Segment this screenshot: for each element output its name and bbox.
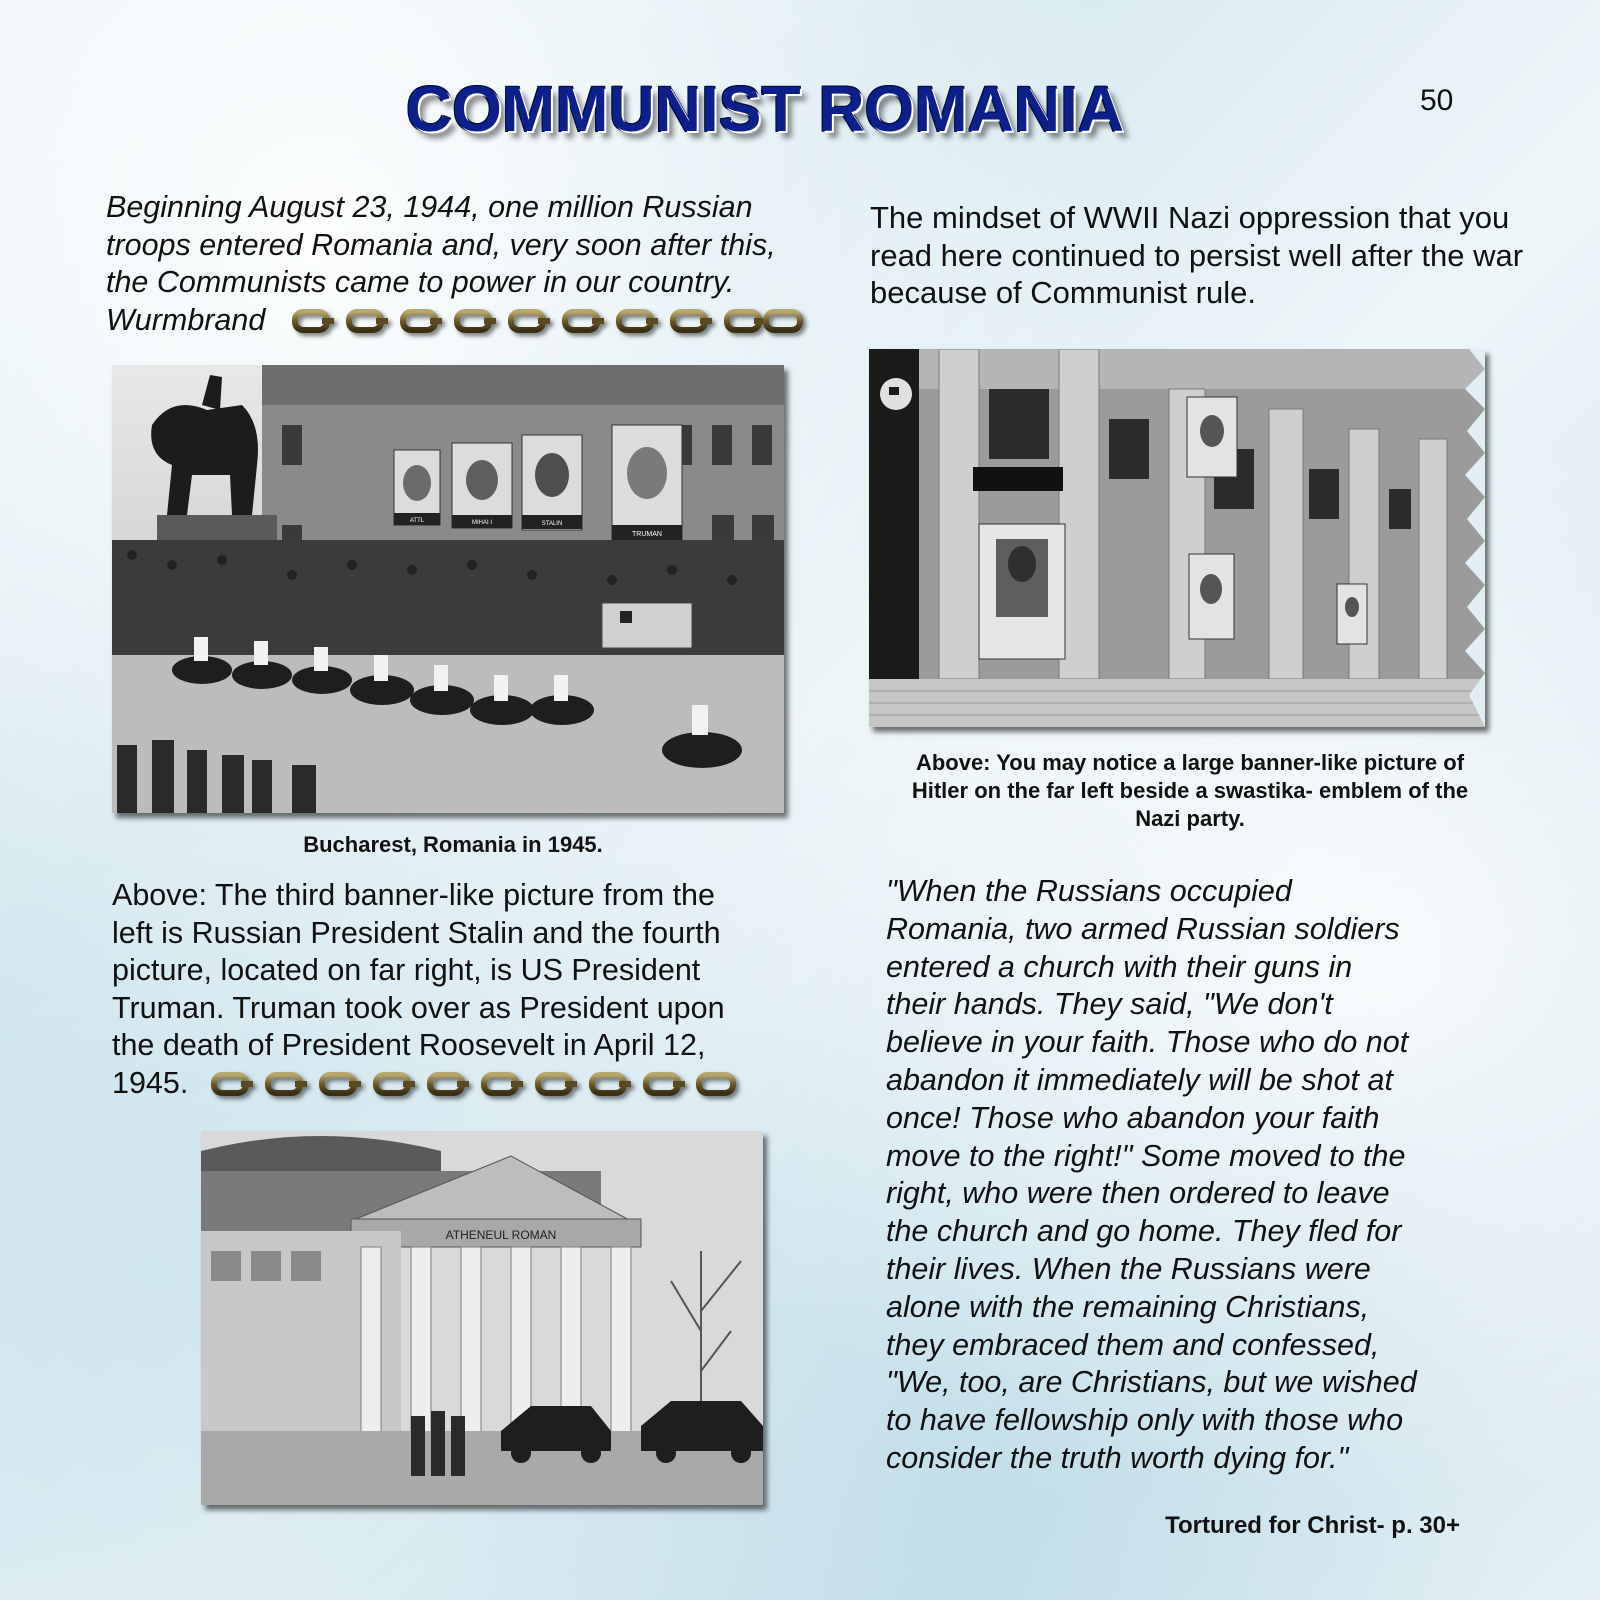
parade-photo-caption: Bucharest, Romania in 1945. bbox=[303, 832, 603, 857]
quote-line: Romania, two armed Russian soldiers bbox=[886, 911, 1400, 946]
quote-line: their hands. They said, "We don't bbox=[886, 987, 1333, 1022]
quote-line: alone with the remaining Christians, bbox=[886, 1289, 1370, 1324]
chain-decoration bbox=[292, 306, 812, 336]
banner-label: ATTL bbox=[409, 518, 425, 524]
quote-line: believe in your faith. Those who do not bbox=[886, 1025, 1409, 1060]
quote-source: Tortured for Christ- p. 30+ bbox=[1165, 1512, 1460, 1539]
bucharest-parade-photo bbox=[112, 365, 784, 813]
quote-line: consider the truth worth dying for." bbox=[886, 1440, 1349, 1475]
intro-line: the Communists came to power in our country. bbox=[106, 265, 735, 299]
explain-line: the death of President Roosevelt in April 12, bbox=[112, 1028, 706, 1062]
quote-line: their lives. When the Russians were bbox=[886, 1251, 1371, 1286]
quote-line: move to the right!" Some moved to the bbox=[886, 1138, 1406, 1173]
mindset-paragraph: The mindset of WWII Nazi oppression that you read here continued to persist well after the war because of Communist rule. bbox=[870, 200, 1524, 310]
quote-line: abandon it immediately will be shot at bbox=[886, 1062, 1393, 1097]
nazi-photo-caption: Above: You may notice a large banner-like picture of Hitler on the far left beside a swastika- emblem of the Nazi party. bbox=[911, 750, 1469, 831]
explain-line: Above: The third banner-like picture from the bbox=[112, 878, 715, 912]
quote-line: once! Those who abandon your faith bbox=[886, 1100, 1380, 1135]
quote-line: "We, too, are Christians, but we wished bbox=[886, 1365, 1417, 1400]
explanation-paragraph bbox=[112, 877, 802, 1102]
chain-decoration bbox=[211, 1069, 771, 1099]
banner-label: TRUMAN bbox=[632, 531, 662, 538]
page-number: 50 bbox=[1420, 84, 1454, 117]
quote-line: the church and go home. They fled for bbox=[886, 1214, 1402, 1249]
quote-line: entered a church with their guns in bbox=[886, 949, 1353, 984]
romanian-athenaeum-photo bbox=[201, 1131, 763, 1505]
explain-line bbox=[112, 1065, 802, 1103]
intro-line: troops entered Romania and, very soon after this, bbox=[106, 227, 776, 262]
quote-line: they embraced them and confessed, bbox=[886, 1327, 1380, 1362]
nazi-banners-photo bbox=[869, 349, 1485, 727]
explain-last-line: 1945. bbox=[112, 1065, 189, 1100]
banner-label: STALIN bbox=[541, 521, 563, 527]
explain-line: picture, located on far right, is US President bbox=[112, 953, 701, 987]
explain-line: Truman. Truman took over as President upon bbox=[112, 990, 725, 1025]
explain-line: left is Russian President Stalin and the fourth bbox=[112, 915, 721, 950]
wurmbrand-quote bbox=[886, 873, 1506, 1478]
quote-line: "When the Russians occupied bbox=[886, 874, 1292, 908]
intro-paragraph bbox=[106, 189, 866, 339]
intro-line: Beginning August 23, 1944, one million Russian bbox=[106, 190, 753, 224]
banner-label: MIHAI I bbox=[471, 520, 493, 526]
quote-line: to have fellowship only with those who bbox=[886, 1403, 1404, 1438]
page-title: COMMUNIST ROMANIA bbox=[405, 73, 1125, 145]
athenaeum-frieze: ATHENEUL ROMAN bbox=[445, 1228, 557, 1242]
quote-line: right, who were then ordered to leave bbox=[886, 1176, 1390, 1211]
intro-line bbox=[106, 302, 866, 340]
intro-attribution: Wurmbrand bbox=[106, 302, 266, 337]
